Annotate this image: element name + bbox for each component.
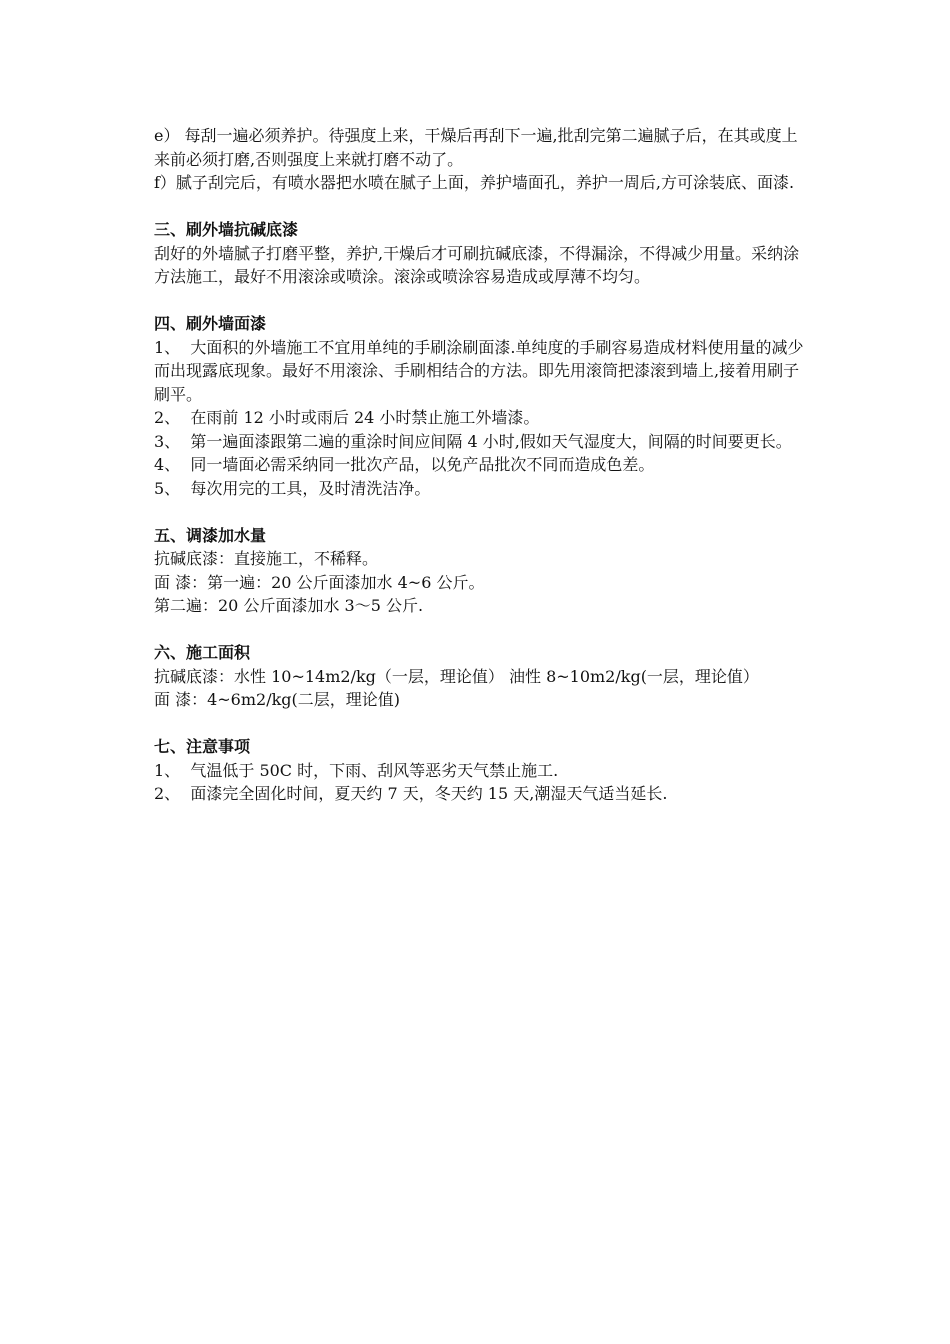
list-item: 3、 第一遍面漆跟第二遍的重涂时间应间隔 4 小时,假如天气湿度大，间隔的时间要更长。: [154, 431, 792, 451]
section-alkali-primer: [154, 218, 804, 289]
intro-paragraph-e: e） 每刮一遍必须养护。待强度上来，干燥后再刮下一遍,批刮完第二遍腻子后，在其或度上来前必须打磨,否则强度上来就打磨不动了。: [154, 126, 798, 169]
section-coverage: [154, 641, 804, 712]
document-page: [154, 124, 804, 806]
list-item: 1、 气温低于 50C 时，下雨、刮风等恶劣天气禁止施工.: [154, 760, 559, 780]
intro-paragraph-f: f）腻子刮完后，有喷水器把水喷在腻子上面，养护墙面孔，养护一周后,方可涂装底、面漆.: [154, 173, 795, 192]
section-title: 六、施工面积: [154, 643, 251, 662]
section-title: 七、注意事项: [154, 737, 251, 756]
section-paragraph: 面 漆：4~6m2/kg(二层，理论值): [154, 690, 401, 709]
section-paragraph: 抗碱底漆：直接施工，不稀释。: [154, 549, 379, 568]
section-paragraph: 第二遍：20 公斤面漆加水 3～5 公斤.: [154, 596, 424, 615]
list-item: 1、 大面积的外墙施工不宜用单纯的手刷涂刷面漆.单纯度的手刷容易造成材料使用量的减少而出现露底现象。最好不用滚涂、手刷相结合的方法。即先用滚筒把漆滚到墙上,接着用刷子刷平。: [154, 337, 804, 404]
section-water-ratio: [154, 524, 804, 618]
section-title: 五、调漆加水量: [154, 525, 267, 545]
section-topcoat: [154, 312, 804, 500]
section-paragraph: 刮好的外墙腻子打磨平整，养护,干燥后才可刷抗碱底漆，不得漏涂，不得减少用量。采纳涂方法施工，最好不用滚涂或喷涂。滚涂或喷涂容易造成或厚薄不均匀。: [154, 243, 800, 286]
section-notes: [154, 735, 804, 806]
list-item: 2、 在雨前 12 小时或雨后 24 小时禁止施工外墙漆。: [154, 408, 540, 427]
section-paragraph: 抗碱底漆：水性 10~14m2/kg（一层，理论值） 油性 8~10m2/kg(一层，理论值）: [154, 666, 759, 686]
section-title: 四、刷外墙面漆: [154, 314, 267, 333]
list-item: 5、 每次用完的工具，及时清洗洁净。: [154, 478, 431, 498]
list-item: 2、 面漆完全固化时间，夏天约 7 天，冬天约 15 天,潮湿天气适当延长.: [154, 784, 668, 803]
section-title: 三、刷外墙抗碱底漆: [154, 220, 299, 239]
list-item: 4、 同一墙面必需采纳同一批次产品，以免产品批次不同而造成色差。: [154, 455, 655, 474]
section-paragraph: 面 漆：第一遍：20 公斤面漆加水 4~6 公斤。: [154, 572, 485, 592]
